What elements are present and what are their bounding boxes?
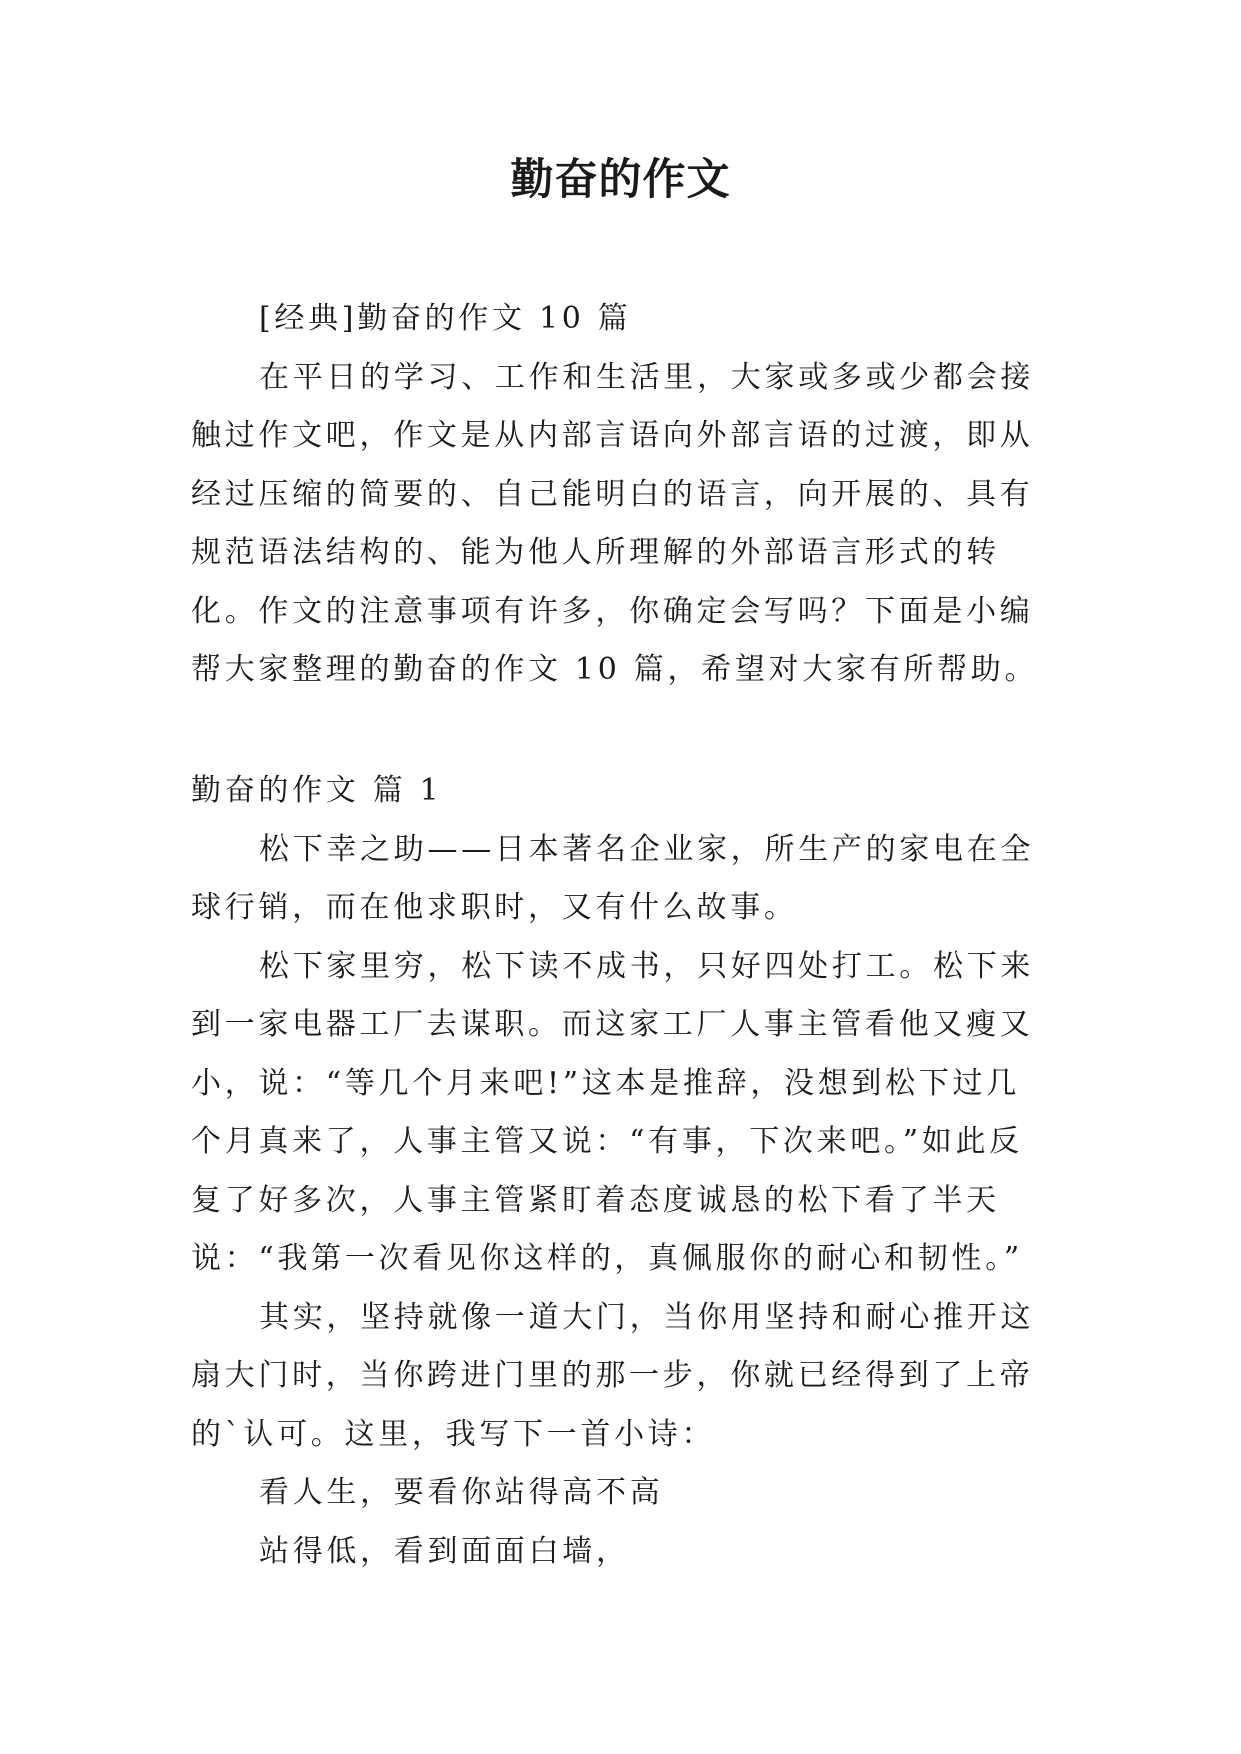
paragraph: 松下家里穷，松下读不成书，只好四处打工。松下来到一家电器工厂去谋职。而这家工厂人事主管看他又瘦又小，说：“等几个月来吧!”这本是推辞，没想到松下过几个月真来了，人事主管又说：“有事，下次来吧。”如此反复了好多次，人事主管紧盯着态度诚恳的松下看了半天说：“我第一次看见你这样的，真佩服你的耐心和韧性。” bbox=[191, 948, 1035, 1276]
intro-paragraph: 在平日的学习、工作和生活里，大家或多或少都会接触过作文吧，作文是从内部言语向外部言语的过渡，即从经过压缩的简要的、自己能明白的语言，向开展的、具有规范语法结构的、能为他人所理解的外部语言形式的转化。作文的注意事项有许多，你确定会写吗？下面是小编帮大家整理的勤奋的作文 10 篇，希望对大家有所帮助。 bbox=[191, 359, 1039, 687]
document-subtitle: [经典]勤奋的作文 10 篇 bbox=[259, 301, 632, 336]
section-heading: 勤奋的作文 篇 1 bbox=[191, 773, 443, 808]
intro-block bbox=[191, 290, 1051, 700]
paragraph: 其实，坚持就像一道大门，当你用坚持和耐心推开这扇大门时，当你跨进门里的那一步，你就已经得到了上帝的`认可。这里，我写下一首小诗： bbox=[191, 1299, 1035, 1452]
document-title: 勤奋的作文 bbox=[510, 155, 731, 205]
poem-line: 看人生，要看你站得高不高 bbox=[259, 1475, 664, 1510]
section-1 bbox=[191, 762, 1051, 1581]
paragraph: 松下幸之助——日本著名企业家，所生产的家电在全球行销，而在他求职时，又有什么故事。 bbox=[191, 831, 1035, 925]
poem-line: 站得低，看到面面白墙， bbox=[259, 1533, 630, 1569]
